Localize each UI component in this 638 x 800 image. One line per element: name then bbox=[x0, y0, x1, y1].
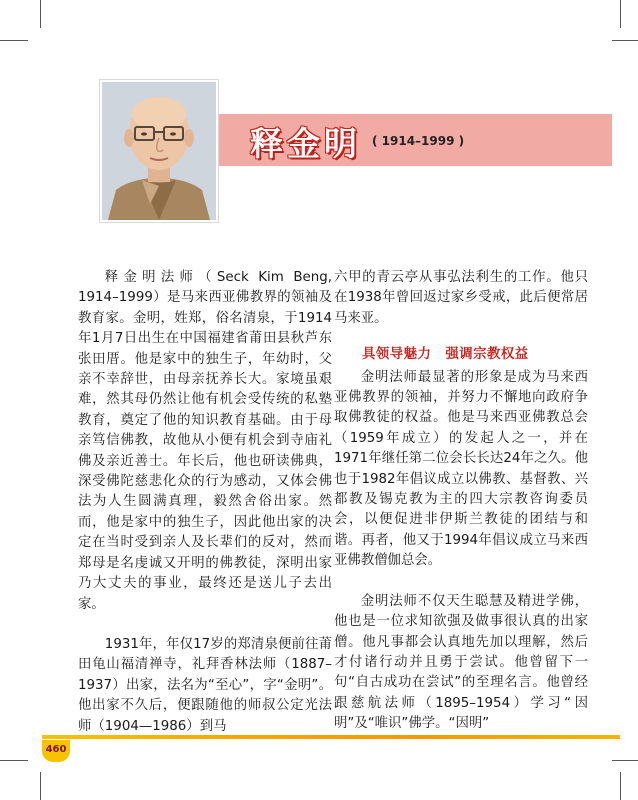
crop-mark-bottom-left-v bbox=[40, 772, 41, 800]
right-column bbox=[334, 268, 588, 735]
crop-mark-top-right-v bbox=[620, 0, 621, 28]
portrait-photo bbox=[100, 80, 218, 222]
section-heading: 具领导魅力 强调宗教权益 bbox=[362, 347, 529, 363]
paragraph-ordination: 1931年，年仅17岁的郑清泉便前往莆田龟山福清禅寺，礼拜香林法师（1887–1937）出家，法名为“至心”，字“金明”。他出家不久后，便跟随他的师叔公定光法师（1904—1986）到马 bbox=[78, 636, 332, 734]
paragraph-continuation: 六甲的青云亭从事弘法利生的工作。他只在1938年曾回返过家乡受戒，此后便常居马来亚。 bbox=[334, 270, 588, 326]
page-number: 460 bbox=[42, 740, 70, 762]
left-column bbox=[78, 268, 332, 737]
life-dates: ( 1914–1999 ) bbox=[372, 134, 465, 148]
paragraph-character: 金明法师不仅天生聪慧及精进学佛，他也是一位求知欲强及做事很认真的出家僧。他凡事都会认真地先加以理解，然后才付诸行动并且勇于尝试。他曾留下一句“自古成功在尝试”的至理名言。他曾经跟慈航法师（1895–1954）学习“因明”及“唯识”佛学。“因明” bbox=[334, 593, 588, 732]
portrait-illustration bbox=[102, 82, 216, 220]
paragraph-intro: 释金明法师（Seck Kim Beng, 1914–1999）是马来西亚佛教界的领袖及教育家。金明，姓郑，俗名清泉，于1914年1月7日出生在中国福建省莆田县秋芦东张田厝。他是家中的独生子，年幼时，父亲不幸辞世，由母亲抚养长大。家境虽艰难，然其母仍然让他有机会受传统的私塾教育，奠定了他的知识教育基础。由于母亲笃信佛教，故他从小便有机会到寺庙礼佛及亲近善士。年长后，他也研读佛典，深受佛陀慈悲化众的行为感动，又体会佛法为人生圆满真理，毅然舍俗出家。然而，他是家中的独生子，因此他出家的决定在当时受到亲人及长辈们的反对，然而郑母是名虔诚又开明的佛教徒，深明出家乃大丈夫的事业，最终还是送儿子去出家。 bbox=[78, 270, 332, 612]
person-name-title: 释金明 bbox=[250, 124, 361, 163]
crop-mark-top-left-h bbox=[0, 40, 28, 41]
crop-mark-bottom-left-h bbox=[0, 760, 28, 761]
crop-mark-bottom-right-h bbox=[612, 760, 638, 761]
crop-mark-bottom-right-v bbox=[620, 772, 621, 800]
crop-mark-top-left-v bbox=[40, 0, 41, 28]
page-footer-bar bbox=[42, 735, 620, 739]
paragraph-leadership: 金明法师最显著的形象是成为马来西亚佛教界的领袖，并努力不懈地向政府争取佛教徒的权益。他是马来西亚佛教总会（1959年成立）的发起人之一，并在1971年继任第二位会长长达24年之久。他也于1982年倡议成立以佛教、基督教、兴都教及锡克教为主的四大宗教咨询委员会，以便促进非伊斯兰教徒的团结与和谐。再者，他又于1994年倡议成立马来西亚佛教僧伽总会。 bbox=[334, 369, 588, 569]
crop-mark-top-right-h bbox=[612, 40, 638, 41]
